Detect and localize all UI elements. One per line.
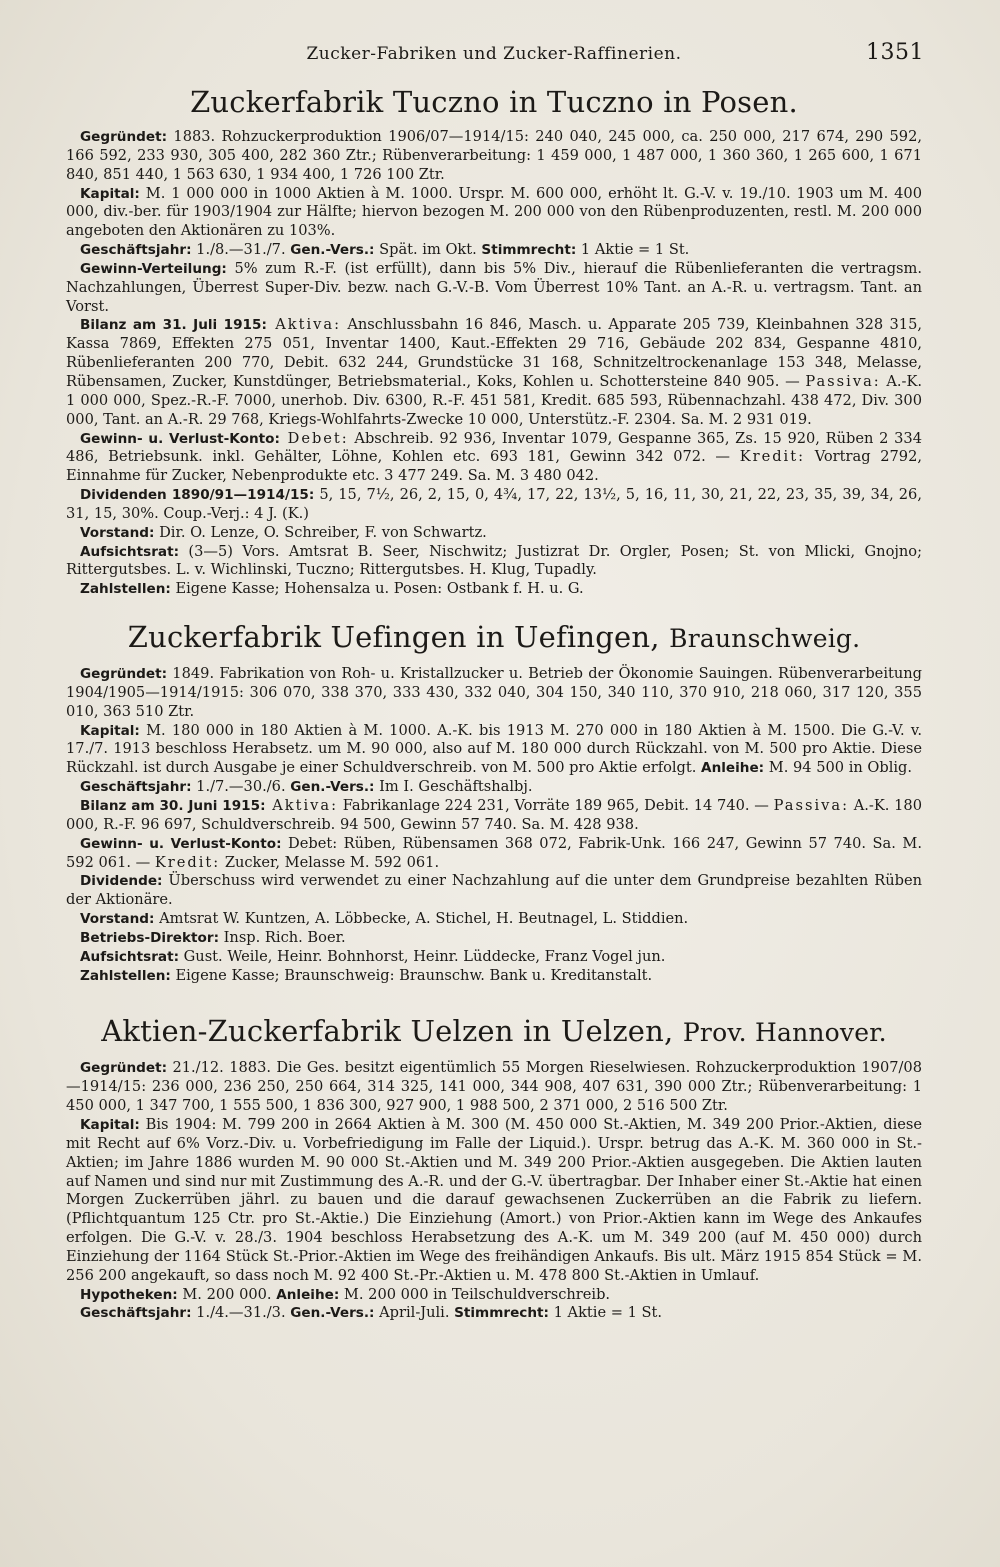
entry-kapital: Kapital: M. 1 000 000 in 1000 Aktien à M. 1000. Urspr. M. 600 000, erhöht lt. G.-V. v. 19./10. 1903 um M. 400 000, div.-ber. für 1903/1904 zur Hälfte; hiervon bezogen M. 200 000 von den Rübenproduzenten, restl. M. 200 000 angeboten den Aktionären zu 103%. <box>66 184 922 240</box>
running-title: Zucker-Fabriken und Zucker-Raffinerien. <box>306 44 682 64</box>
entry-zahlstellen: Zahlstellen: Eigene Kasse; Hohensalza u. Posen: Ostbank f. H. u. G. <box>80 580 584 598</box>
entry-dividende: Dividende: Überschuss wird verwendet zu einer Nachzahlung auf die unter dem Grundpreise bezahlten Rüben der Aktionäre. <box>66 872 922 909</box>
entry-aufsichtsrat: Aufsichtsrat: (3—5) Vors. Amtsrat B. Seer, Nischwitz; Justizrat Dr. Orgler, Posen; St. von Mlicki, Gnojno; Rittergutsbes. L. v. Wichlinski, Tuczno; Rittergutsbes. H. Klug, Tupadly. <box>66 542 922 579</box>
section-title: Aktien-Zuckerfabrik Uelzen in Uelzen, Prov. Hannover. <box>101 1014 887 1049</box>
entry-geschaeftsjahr: Geschäftsjahr: 1./4.—31./3. Gen.-Vers.: April-Juli. Stimmrecht: 1 Aktie = 1 St. <box>80 1304 663 1322</box>
page-header <box>66 36 922 76</box>
entry-gewinn-verlust: Gewinn- u. Verlust-Konto: Debet: Abschreib. 92 936, Inventar 1079, Gespanne 365, Zs. 15 920, Rüben 2 334 486, Betriebsunk. inkl. Gehälter, Löhne, Kohlen etc. 693 181, Gewinn 342 072. — Kredit: Vortrag 2792, Einnahme für Zucker, Nebenprodukte etc. 3 477 249. Sa. M. 3 480 042. <box>66 429 923 485</box>
section-title: Zuckerfabrik Tuczno in Tuczno in Posen. <box>190 85 798 119</box>
entry-zahlstellen: Zahlstellen: Eigene Kasse; Braunschweig: Braunschw. Bank u. Kreditanstalt. <box>80 966 653 984</box>
entry-gewinn-verlust: Gewinn- u. Verlust-Konto: Debet: Rüben, Rübensamen 368 072, Fabrik-Unk. 166 247, Gewinn 57 740. Sa. M. 592 061. — Kredit: Zucker, Melasse M. 592 061. <box>66 834 922 871</box>
entry-gegruendet: Gegründet: 21./12. 1883. Die Ges. besitzt eigentümlich 55 Morgen Rieselwiesen. Rohzuckerproduktion 1907/08—1914/15: 236 000, 236 250, 250 664, 314 325, 141 000, 344 908, 407 631, 390 000 Ztr.; Rübenverarbeitung: 1 450 000, 1 347 700, 1 555 500, 1 836 300, 927 900, 1 988 500, 2 371 000, 2 516 500 Ztr. <box>66 1059 922 1115</box>
entry-bilanz: Bilanz am 30. Juni 1915: Aktiva: Fabrikanlage 224 231, Vorräte 189 965, Debit. 14 740. — Passiva: A.-K. 180 000, R.-F. 96 697, Schuldverschreib. 94 500, Gewinn 57 740. Sa. M. 428 938. <box>66 797 922 833</box>
entry-gegruendet: Gegründet: 1883. Rohzuckerproduktion 1906/07—1914/15: 240 040, 245 000, ca. 250 000, 217 674, 290 592, 166 592, 233 930, 305 400, 282 360 Ztr.; Rübenverarbeitung: 1 459 000, 1 487 000, 1 360 360, 1 265 600, 1 671 840, 851 440, 1 563 630, 1 934 400, 1 726 100 Ztr. <box>66 128 922 183</box>
entry-aufsichtsrat: Aufsichtsrat: Gust. Weile, Heinr. Bohnhorst, Heinr. Lüddecke, Franz Vogel jun. <box>80 947 666 965</box>
entry-hypotheken: Hypotheken: M. 200 000. Anleihe: M. 200 000 in Teilschuldverschreib. <box>80 1285 611 1303</box>
entry-kapital: Kapital: M. 180 000 in 180 Aktien à M. 1000. A.-K. bis 1913 M. 270 000 in 180 Aktien à M. 1500. Die G.-V. v. 17./7. 1913 beschloss Herabsetz. um M. 90 000, also auf M. 180 000 durch Rückzahl. von M. 500 pro Aktie. Diese Rückzahl. ist durch Ausgabe je einer Schuldverschreib. von M. 500 pro Aktie erfolgt. Anleihe: M. 94 500 in Oblig. <box>66 721 922 777</box>
entry-kapital: Kapital: Bis 1904: M. 799 200 in 2664 Aktien à M. 300 (M. 450 000 St.-Aktien, M. 349 200 Prior.-Aktien, diese mit Recht auf 6% Vorz.-Div. u. Vorbefriedigung im Falle der Liquid.). Urspr. betrug das A.-K. M. 360 000 in St.-Aktien; im Jahre 1886 wurden M. 90 000 St.-Aktien und M. 349 200 Prior.-Aktien ausgegeben. Die Aktien lauten auf Namen und sind nur mit Zustimmung des A.-R. und der G.-V. übertragbar. Der Inhaber einer St.-Aktie hat einen Morgen Zuckerrüben jährl. zu bauen und die darauf gewachsenen Zuckerrüben an die Fabrik zu liefern. (Pflichtquantum 125 Ctr. pro St.-Aktie.) Die Einziehung (Amort.) von Prior.-Aktien kann im Wege des Ankaufes erfolgen. Die G.-V. v. 28./3. 1904 beschloss Herabsetzung des A.-K. um M. 349 200 (auf M. 450 000) durch Einziehung der 1164 Stück St.-Prior.-Aktien im Wege des freihändigen Ankaufs. Bis ult. März 1915 854 Stück = M. 256 200 angekauft, so dass noch M. 92 400 St.-Pr.-Aktien u. M. 478 800 St.-Aktien in Umlauf. <box>66 1115 922 1284</box>
page-number: 1351 <box>866 40 924 65</box>
company-section-uefingen <box>66 617 922 985</box>
entry-gegruendet: Gegründet: 1849. Fabrikation von Roh- u. Kristallzucker u. Betrieb der Ökonomie Sauingen. Rübenverarbeitung 1904/1905—1914/1915: 306 070, 338 370, 333 430, 332 040, 304 150, 340 110, 370 910, 218 060, 317 120, 355 010, 363 510 Ztr. <box>66 665 922 720</box>
entry-geschaeftsjahr: Geschäftsjahr: 1./8.—31./7. Gen.-Vers.: Spät. im Okt. Stimmrecht: 1 Aktie = 1 St. <box>80 241 690 259</box>
entry-gewinn-verteilung: Gewinn-Verteilung: 5% zum R.-F. (ist erfüllt), dann bis 5% Div., hierauf die Rübenlieferanten die vertragsm. Nachzahlungen, Überrest Super-Div. bezw. nach G.-V.-B. Vom Überrest 10% Tant. an A.-R. u. vertragsm. Tant. an Vorst. <box>66 259 922 315</box>
company-section-uelzen <box>66 1011 922 1323</box>
entry-vorstand: Vorstand: Dir. O. Lenze, O. Schreiber, F. von Schwartz. <box>80 523 487 541</box>
entry-geschaeftsjahr: Geschäftsjahr: 1./7.—30./6. Gen.-Vers.: Im I. Geschäftshalbj. <box>80 778 533 796</box>
section-title: Zuckerfabrik Uefingen in Uefingen, Braunschweig. <box>127 620 861 655</box>
entry-vorstand: Vorstand: Amtsrat W. Kuntzen, A. Löbbecke, A. Stichel, H. Beutnagel, L. Stiddien. <box>80 910 689 928</box>
entry-bilanz: Bilanz am 31. Juli 1915: Aktiva: Anschlussbahn 16 846, Masch. u. Apparate 205 739, Kleinbahnen 328 315, Kassa 7869, Effekten 275 051, Inventar 1400, Kaut.-Effekten 29 716, Gebäude 202 834, Gespanne 4810, Rübenlieferanten 200 770, Debit. 632 244, Grundstücke 31 168, Schnitzeltrockenanlage 153 348, Melasse, Rübensamen, Zucker, Kunstdünger, Betriebsmaterial., Koks, Kohlen u. Schottersteine 840 905. — Passiva: A.-K. 1 000 000, Spez.-R.-F. 7000, unerhob. Div. 6300, R.-F. 451 581, Kredit. 685 593, Rübennachzahl. 438 472, Div. 300 000, Tant. an A.-R. 29 768, Kriegs-Wohlfahrts-Zwecke 10 000, Unterstütz.-F. 2304. Sa. M. 2 931 019. <box>66 316 922 428</box>
entry-betriebs-direktor: Betriebs-Direktor: Insp. Rich. Boer. <box>80 928 346 946</box>
company-section-tuczno <box>66 82 922 599</box>
entry-dividenden: Dividenden 1890/91—1914/15: 5, 15, 7½, 26, 2, 15, 0, 4¾, 17, 22, 13½, 5, 16, 11, 30, 21, 22, 23, 35, 39, 34, 26, 31, 15, 30%. Coup.-Verj.: 4 J. (K.) <box>66 486 922 522</box>
